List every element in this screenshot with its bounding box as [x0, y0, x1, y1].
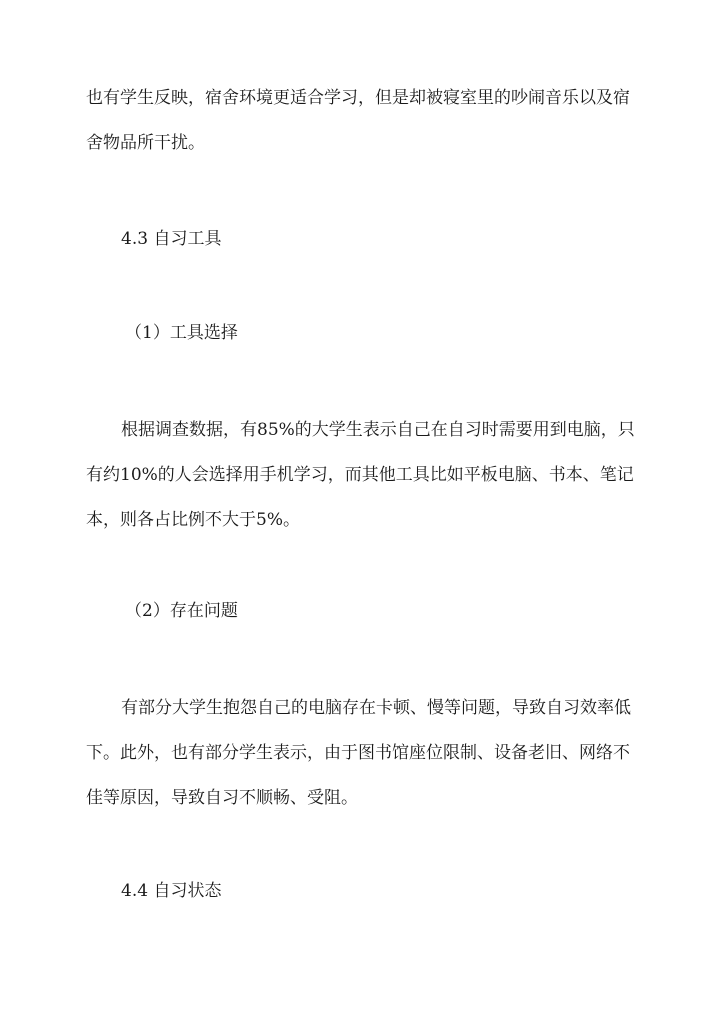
section-heading-4-3: 4.3 自习工具 — [121, 229, 222, 249]
section-heading-4-4: 4.4 自习状态 — [121, 881, 222, 901]
paragraph-3-line-1: 有部分大学生抱怨自己的电脑存在卡顿、慢等问题，导致自习效率低 — [121, 698, 631, 718]
paragraph-2-line-1: 根据调查数据，有85%的大学生表示自己在自习时需要用到电脑，只 — [121, 420, 635, 440]
subheading-existing-problems: （2）存在问题 — [125, 601, 238, 621]
paragraph-2-line-2: 有约10%的人会选择用手机学习，而其他工具比如平板电脑、书本、笔记 — [86, 465, 634, 485]
subheading-tool-selection: （1）工具选择 — [125, 323, 238, 343]
paragraph-1-line-2: 舍物品所干扰。 — [86, 133, 205, 153]
paragraph-3-line-3: 佳等原因，导致自习不顺畅、受阻。 — [86, 788, 358, 808]
paragraph-2-line-3: 本，则各占比例不大于5%。 — [86, 510, 300, 530]
paragraph-3-line-2: 下。此外，也有部分学生表示，由于图书馆座位限制、设备老旧、网络不 — [86, 743, 630, 763]
paragraph-1-line-1: 也有学生反映，宿舍环境更适合学习，但是却被寝室里的吵闹音乐以及宿 — [86, 88, 630, 108]
